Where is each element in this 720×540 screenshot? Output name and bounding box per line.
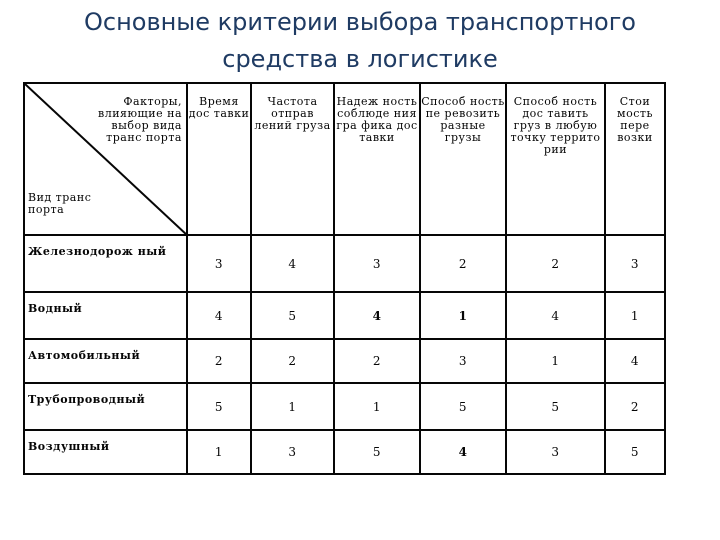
table-cell: 4 — [420, 430, 506, 474]
table-cell: 3 — [605, 235, 665, 292]
table-cell: 1 — [251, 383, 334, 430]
header-coverage: Способ ность дос тавить груз в любую точку террито рии — [506, 83, 605, 235]
title-line-2: средства в логистике — [222, 45, 498, 73]
table-cell: 1 — [605, 292, 665, 339]
table-row — [24, 235, 665, 292]
table-cell: 2 — [334, 339, 420, 383]
row-label-water: Водный — [24, 292, 187, 339]
table-cell: 5 — [420, 383, 506, 430]
table-cell: 4 — [506, 292, 605, 339]
header-cost: Стои мость пере возки — [605, 83, 665, 235]
table-cell: 3 — [251, 430, 334, 474]
table-cell: 2 — [506, 235, 605, 292]
table-cell: 5 — [251, 292, 334, 339]
corner-header-cell — [24, 83, 187, 235]
table-cell: 3 — [420, 339, 506, 383]
transport-kind-label: Вид транс порта — [28, 191, 92, 216]
table-cell: 1 — [187, 430, 251, 474]
table-row — [24, 430, 665, 474]
row-label-air: Воздушный — [24, 430, 187, 474]
row-label-road: Автомобильный — [24, 339, 187, 383]
criteria-table — [23, 82, 666, 475]
slide-title — [0, 4, 720, 78]
header-row — [24, 83, 665, 235]
table-cell: 1 — [334, 383, 420, 430]
table-cell: 2 — [251, 339, 334, 383]
table-cell: 5 — [334, 430, 420, 474]
table-cell: 4 — [187, 292, 251, 339]
table-cell: 4 — [251, 235, 334, 292]
table-cell: 2 — [187, 339, 251, 383]
title-line-1: Основные критерии выбора транспортного — [84, 8, 636, 36]
table-cell: 2 — [605, 383, 665, 430]
table-cell: 1 — [506, 339, 605, 383]
header-shipment-frequency: Частота отправ лений груза — [251, 83, 334, 235]
table-row — [24, 292, 665, 339]
table-cell: 3 — [187, 235, 251, 292]
row-label-railway: Железнодорож ный — [24, 235, 187, 292]
factors-label: Факторы, влияющие на выбор вида транс порта — [98, 95, 182, 144]
table-cell: 3 — [506, 430, 605, 474]
row-label-pipeline: Трубопроводный — [24, 383, 187, 430]
table-cell: 4 — [605, 339, 665, 383]
table-cell: 5 — [605, 430, 665, 474]
table-cell: 3 — [334, 235, 420, 292]
table-cell: 1 — [420, 292, 506, 339]
header-cargo-variety: Способ ность пе ревозить разные грузы — [420, 83, 506, 235]
header-delivery-time: Время дос тавки — [187, 83, 251, 235]
table-cell: 4 — [334, 292, 420, 339]
header-schedule-reliability: Надеж ность соблюде ния гра фика дос тавки — [334, 83, 420, 235]
table-cell: 2 — [420, 235, 506, 292]
table-cell: 5 — [506, 383, 605, 430]
table-row — [24, 339, 665, 383]
table-row — [24, 383, 665, 430]
table-cell: 5 — [187, 383, 251, 430]
